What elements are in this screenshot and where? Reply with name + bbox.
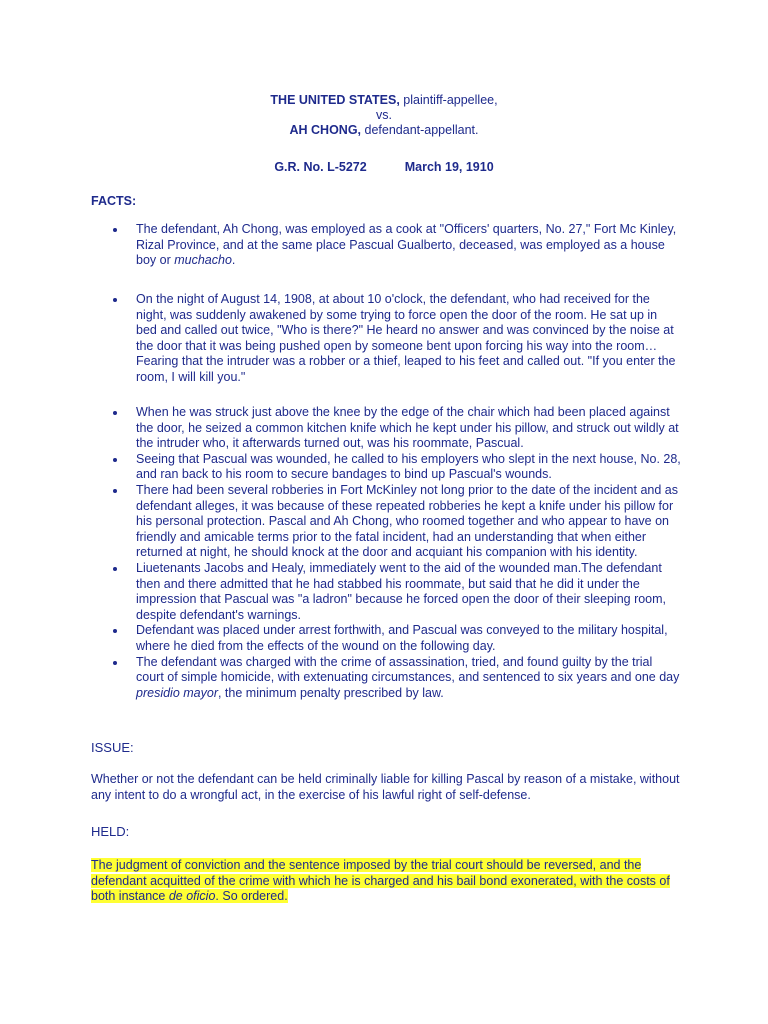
held-tail: . So ordered.: [215, 889, 288, 904]
fact-italic: presidio mayor: [136, 685, 218, 700]
bullet-icon: [113, 298, 117, 302]
fact-text: There had been several robberies in Fort McKinley not long prior to the date of the incident and as defendant alleges, it was because of these repeated robberies he kept a knife under his pillow for his personal protection. Pascal and Ah Chong, who roomed together and who appear to have on friendly and amicable terms prior to the fatal incident, had an understanding that when either returned at night, he should knock at the door and acquiant his companion with his identity.: [136, 482, 678, 560]
case-number-line: [0, 160, 768, 174]
fact-text: The defendant, Ah Chong, was employed as a cook at "Officers' quarters, No. 27," Fort Mc Kinley, Rizal Province, and at the same place Pascual Gualberto, deceased, was employed as a house boy or: [136, 222, 677, 268]
fact-italic: muchacho: [174, 253, 232, 268]
facts-list-3: [91, 405, 681, 701]
fact-tail: , the minimum penalty prescribed by law.: [217, 685, 444, 700]
fact-text: On the night of August 14, 1908, at about 10 o'clock, the defendant, who had received for the night, was suddenly awakened by some trying to force open the door of the room. He sat up in bed and called out twice, "Who is there?" He heard no answer and was convinced by the noise at the door that it was being pushed open by someone bent upon forcing his way into the room… Fearing that the intruder was a robber or a thief, leaped to his feet and called out. "If you enter the room, I will kill you.": [136, 292, 676, 384]
plaintiff-role: plaintiff-appellee,: [399, 93, 498, 107]
bullet-icon: [113, 228, 117, 232]
gr-number: G.R. No. L-5272: [274, 160, 367, 174]
bullet-icon: [113, 661, 117, 665]
fact-tail: .: [231, 253, 236, 268]
issue-heading: ISSUE:: [91, 740, 134, 755]
list-item: [91, 405, 681, 452]
plaintiff-name: THE UNITED STATES,: [270, 93, 400, 107]
bullet-icon: [113, 629, 117, 633]
defendant-name: AH CHONG,: [289, 123, 362, 137]
bullet-icon: [113, 567, 117, 571]
defendant-line: [0, 123, 768, 138]
fact-text: Liuetenants Jacobs and Healy, immediately went to the aid of the wounded man.The defendant then and there admitted that he had stabbed his roommate, but said that he did it under the impression that Pascual was "a ladron" because he forced open the door of their sleeping room, despite defendant's warnings.: [136, 560, 667, 622]
facts-list-2: [91, 292, 681, 386]
held-main: The judgment of conviction and the sentence imposed by the trial court should be reversed, and the defendant acquitted of the crime with which he is charged and his bail bond exonerated, with the costs of both instance: [91, 858, 670, 904]
list-item: [91, 561, 681, 623]
list-item: [91, 623, 681, 654]
list-item: [91, 222, 681, 269]
fact-text: When he was struck just above the knee by the edge of the chair which had been placed against the door, he seized a common kitchen knife which he kept under his pillow, and struck out wildly at the intruder who, it afterwards turned out, was his roommate, Pascual.: [136, 405, 679, 451]
plaintiff-line: [0, 93, 768, 108]
bullet-icon: [113, 458, 117, 462]
bullet-icon: [113, 411, 117, 415]
issue-text: Whether or not the defendant can be held criminally liable for killing Pascal by reason of a mistake, without any intent to do a wrongful act, in the exercise of his lawful right of self-defense.: [91, 772, 680, 802]
versus: vs.: [376, 108, 392, 122]
facts-heading: FACTS:: [91, 194, 137, 208]
held-italic: de oficio: [168, 889, 216, 904]
held-heading: HELD:: [91, 824, 130, 839]
facts-list-1: [91, 222, 681, 269]
list-item: [91, 483, 681, 561]
fact-text: Defendant was placed under arrest forthwith, and Pascual was conveyed to the military hospital, where he died from the effects of the wound on the following day.: [136, 623, 668, 653]
bullet-icon: [113, 489, 117, 493]
defendant-role: defendant-appellant.: [361, 123, 479, 137]
held-highlight: [91, 858, 670, 903]
fact-text: The defendant was charged with the crime of assassination, tried, and found guilty by the trial court of simple homicide, with extenuating circumstances, and sentenced to six years and one day: [136, 654, 680, 685]
held-text: [91, 858, 681, 905]
fact-text: Seeing that Pascual was wounded, he called to his employers who slept in the next house, No. 28, and ran back to his room to secure bandages to bind up Pascual's wounds.: [136, 451, 681, 482]
decision-date: March 19, 1910: [404, 160, 494, 174]
list-item: [91, 452, 681, 483]
case-caption: [0, 93, 768, 138]
list-item: [91, 655, 681, 702]
list-item: [91, 292, 681, 386]
